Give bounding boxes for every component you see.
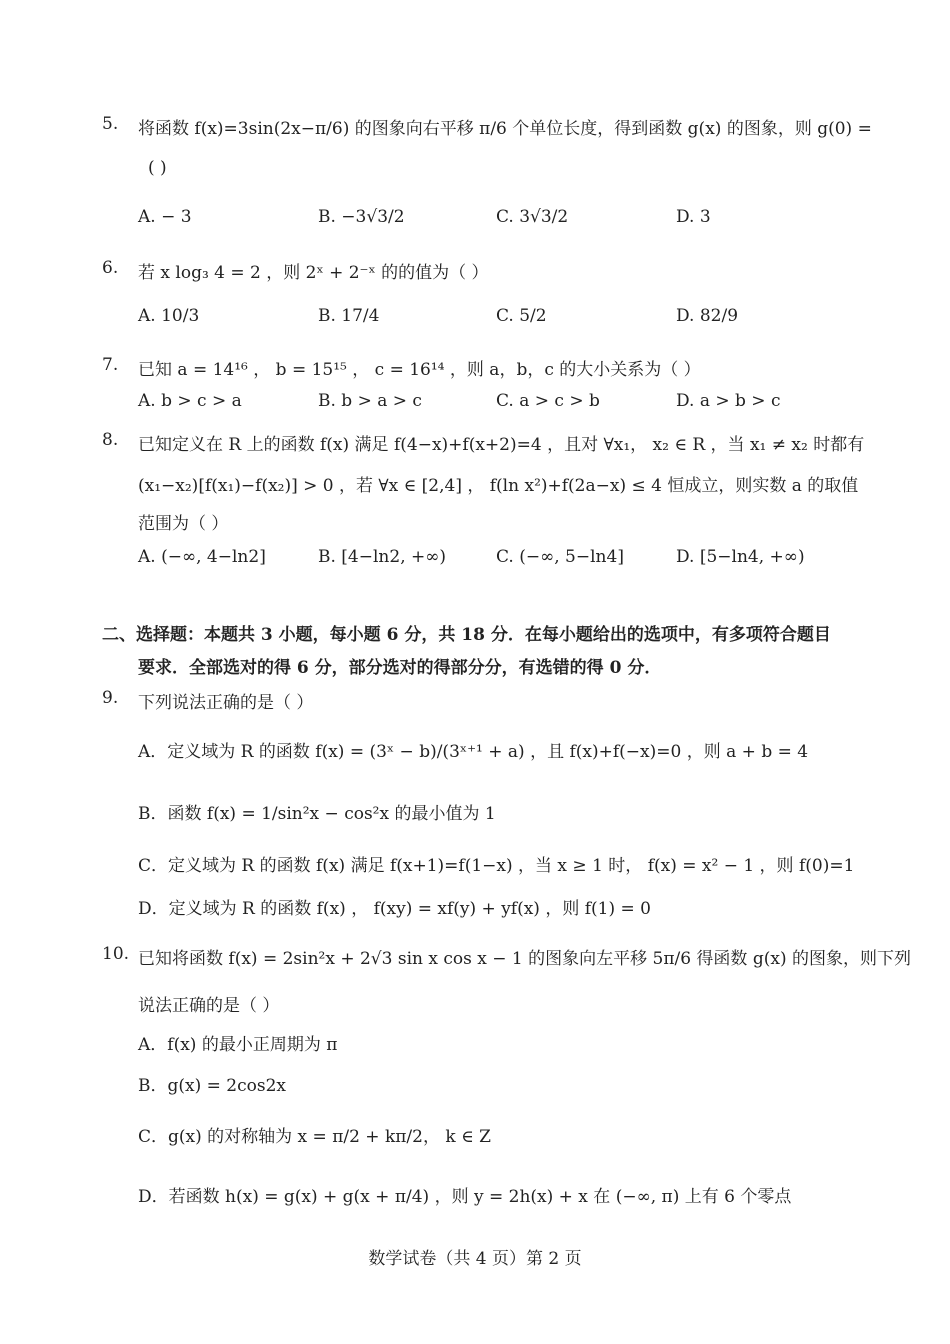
q5-option-c: C. 3√3/2 xyxy=(496,207,569,227)
page-footer: 数学试卷（共 4 页）第 2 页 xyxy=(368,1249,582,1269)
q5-option-b: B. −3√3/2 xyxy=(318,207,405,227)
section2-heading: 二、选择题：本题共 3 小题，每小题 6 分，共 18 分．在每小题给出的选项中，有多项符合题目 xyxy=(102,625,831,645)
q10-option-d: D．若函数 h(x) = g(x) + g(x + π/4) ，则 y = 2h(x) + x 在 (−∞, π) 上有 6 个零点 xyxy=(138,1187,792,1207)
q7-number: 7. xyxy=(102,355,119,375)
q6-option-d: D. 82/9 xyxy=(676,306,739,326)
q5-option-a: A. − 3 xyxy=(138,207,192,227)
q10-number: 10. xyxy=(102,944,130,964)
q8-stem-line3: 范围为（ ） xyxy=(138,514,229,534)
q7-option-c: C. a > c > b xyxy=(496,391,600,411)
q10-option-a: A．f(x) 的最小正周期为 π xyxy=(138,1035,338,1055)
q10-option-c: C．g(x) 的对称轴为 x = π/2 + kπ/2， k ∈ Z xyxy=(138,1127,491,1147)
q6-number: 6. xyxy=(102,258,119,278)
q8-option-d: D. [5−ln4, +∞) xyxy=(676,547,805,567)
q7-option-d: D. a > b > c xyxy=(676,391,781,411)
q6-option-b: B. 17/4 xyxy=(318,306,380,326)
q8-stem-line2: (x₁−x₂)[f(x₁)−f(x₂)] > 0 ，若 ∀x ∈ [2,4] ， f(ln x²)+f(2a−x) ≤ 4 恒成立，则实数 a 的取值 xyxy=(138,476,859,496)
q6-option-a: A. 10/3 xyxy=(138,306,200,326)
q9-option-b: B．函数 f(x) = 1/sin²x − cos²x 的最小值为 1 xyxy=(138,804,496,824)
q7-option-b: B. b > a > c xyxy=(318,391,422,411)
q8-option-c: C. (−∞, 5−ln4] xyxy=(496,547,624,567)
q6-option-c: C. 5/2 xyxy=(496,306,547,326)
q10-option-b: B．g(x) = 2cos2x xyxy=(138,1076,286,1096)
q8-stem-line1: 已知定义在 R 上的函数 f(x) 满足 f(4−x)+f(x+2)=4 ，且对 ∀x₁， x₂ ∈ R ，当 x₁ ≠ x₂ 时都有 xyxy=(138,435,865,455)
q8-option-b: B. [4−ln2, +∞) xyxy=(318,547,447,567)
q10-stem-line1: 已知将函数 f(x) = 2sin²x + 2√3 sin x cos x − 1 的图象向左平移 5π/6 得函数 g(x) 的图象，则下列 xyxy=(138,949,911,969)
q5-stem: 将函数 f(x)=3sin(2x−π/6) 的图象向右平移 π/6 个单位长度，得到函数 g(x) 的图象，则 g(0) = xyxy=(138,119,872,139)
q5-number: 5. xyxy=(102,114,119,134)
q7-option-a: A. b > c > a xyxy=(138,391,242,411)
q9-stem: 下列说法正确的是（ ） xyxy=(138,693,314,713)
q10-stem-line2: 说法正确的是（ ） xyxy=(138,996,280,1016)
section2-instructions: 要求．全部选对的得 6 分，部分选对的得部分分，有选错的得 0 分． xyxy=(138,658,662,678)
q8-option-a: A. (−∞, 4−ln2] xyxy=(138,547,266,567)
q9-number: 9. xyxy=(102,688,119,708)
q9-option-d: D．定义域为 R 的函数 f(x) ， f(xy) = xf(y) + yf(x) ，则 f(1) = 0 xyxy=(138,899,651,919)
q5-option-d: D. 3 xyxy=(676,207,711,227)
q7-stem: 已知 a = 14¹⁶ ， b = 15¹⁵ ， c = 16¹⁴ ，则 a，b，c 的大小关系为（ ） xyxy=(138,360,701,380)
q6-stem: 若 x log₃ 4 = 2 ，则 2ˣ + 2⁻ˣ 的的值为（ ） xyxy=(138,263,489,283)
q9-option-c: C．定义域为 R 的函数 f(x) 满足 f(x+1)=f(1−x) ，当 x ≥ 1 时， f(x) = x² − 1 ，则 f(0)=1 xyxy=(138,856,855,876)
q5-answer-paren: ( ) xyxy=(148,158,167,178)
q8-number: 8. xyxy=(102,430,119,450)
q9-option-a: A．定义域为 R 的函数 f(x) = (3ˣ − b)/(3ˣ⁺¹ + a) ，且 f(x)+f(−x)=0 ，则 a + b = 4 xyxy=(138,742,809,762)
